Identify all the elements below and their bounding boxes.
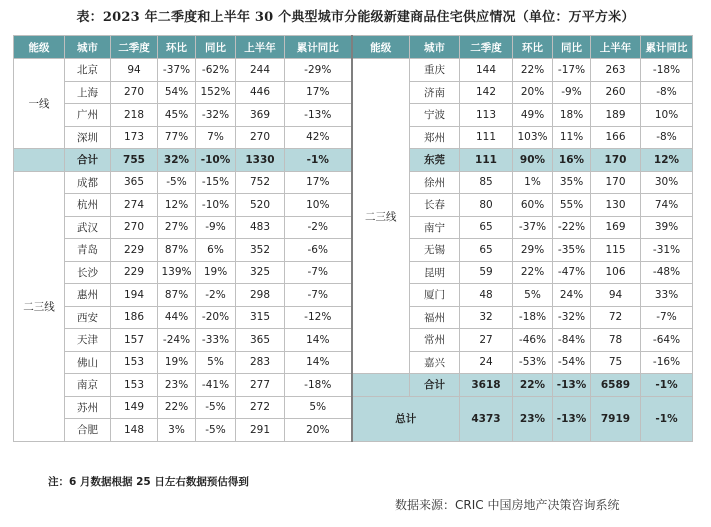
value-cell: 194	[111, 284, 158, 307]
value-cell: -48%	[641, 261, 693, 284]
value-cell: -7%	[285, 284, 352, 307]
value-cell: 39%	[641, 216, 693, 239]
value-cell: 10%	[285, 194, 352, 217]
value-cell: 11%	[553, 126, 591, 149]
city-name: 上海	[65, 81, 111, 104]
value-cell: 244	[236, 59, 285, 82]
value-cell: 22%	[158, 396, 196, 419]
col-header: 同比	[196, 36, 236, 59]
value-cell: 12%	[158, 194, 196, 217]
table-row	[14, 374, 693, 397]
value-cell: 29%	[513, 239, 553, 262]
value-cell: 24	[460, 351, 513, 374]
value-cell: 3618	[460, 374, 513, 397]
table-title: 表：2023 年二季度和上半年 30 个典型城市分能级新建商品住宅供应情况（单位：万平方米）	[76, 10, 635, 25]
value-cell: 59	[460, 261, 513, 284]
value-cell: 755	[111, 149, 158, 172]
value-cell: 152%	[196, 81, 236, 104]
value-cell: -1%	[285, 149, 352, 172]
value-cell: 78	[591, 329, 641, 352]
col-header: 能级	[352, 36, 410, 59]
value-cell: 90%	[513, 149, 553, 172]
value-cell: -35%	[553, 239, 591, 262]
value-cell: 170	[591, 149, 641, 172]
value-cell: 19%	[196, 261, 236, 284]
footnote: 注：6 月数据根据 25 日左右数据预估得到	[48, 476, 249, 488]
value-cell: -84%	[553, 329, 591, 352]
grand-total-value: -13%	[553, 396, 591, 441]
city-name: 西安	[65, 306, 111, 329]
value-cell: 20%	[285, 419, 352, 442]
value-cell: 153	[111, 374, 158, 397]
value-cell: 446	[236, 81, 285, 104]
city-name: 武汉	[65, 216, 111, 239]
value-cell: 35%	[553, 171, 591, 194]
value-cell: -37%	[158, 59, 196, 82]
value-cell: -12%	[285, 306, 352, 329]
city-name: 合肥	[65, 419, 111, 442]
value-cell: -2%	[285, 216, 352, 239]
value-cell: 148	[111, 419, 158, 442]
col-header: 累计同比	[641, 36, 693, 59]
value-cell: 130	[591, 194, 641, 217]
value-cell: 111	[460, 126, 513, 149]
value-cell: 315	[236, 306, 285, 329]
value-cell: 14%	[285, 329, 352, 352]
city-name: 长沙	[65, 261, 111, 284]
value-cell: -17%	[553, 59, 591, 82]
value-cell: 218	[111, 104, 158, 127]
tier-label-empty	[14, 149, 65, 172]
value-cell: 30%	[641, 171, 693, 194]
city-name: 佛山	[65, 351, 111, 374]
value-cell: -6%	[285, 239, 352, 262]
col-header: 能级	[14, 36, 65, 59]
col-header: 累计同比	[285, 36, 352, 59]
value-cell: -18%	[641, 59, 693, 82]
value-cell: 54%	[158, 81, 196, 104]
value-cell: 277	[236, 374, 285, 397]
value-cell: 369	[236, 104, 285, 127]
value-cell: -24%	[158, 329, 196, 352]
value-cell: -41%	[196, 374, 236, 397]
value-cell: 365	[111, 171, 158, 194]
value-cell: -47%	[553, 261, 591, 284]
value-cell: -29%	[285, 59, 352, 82]
tier-label-empty	[352, 374, 410, 397]
value-cell: 33%	[641, 284, 693, 307]
value-cell: 94	[111, 59, 158, 82]
table-row	[14, 59, 693, 82]
col-header: 同比	[553, 36, 591, 59]
value-cell: 153	[111, 351, 158, 374]
value-cell: 18%	[553, 104, 591, 127]
value-cell: 32%	[158, 149, 196, 172]
value-cell: -54%	[553, 351, 591, 374]
value-cell: -9%	[553, 81, 591, 104]
value-cell: 55%	[553, 194, 591, 217]
city-name: 深圳	[65, 126, 111, 149]
table-row	[14, 396, 693, 419]
city-name: 青岛	[65, 239, 111, 262]
value-cell: 5%	[285, 396, 352, 419]
city-name: 广州	[65, 104, 111, 127]
value-cell: 75	[591, 351, 641, 374]
value-cell: 283	[236, 351, 285, 374]
value-cell: 72	[591, 306, 641, 329]
value-cell: 1330	[236, 149, 285, 172]
value-cell: 270	[236, 126, 285, 149]
value-cell: 142	[460, 81, 513, 104]
col-header: 上半年	[591, 36, 641, 59]
value-cell: 365	[236, 329, 285, 352]
value-cell: -7%	[285, 261, 352, 284]
value-cell: 22%	[513, 374, 553, 397]
value-cell: 5%	[196, 351, 236, 374]
value-cell: -18%	[285, 374, 352, 397]
value-cell: -5%	[196, 396, 236, 419]
col-header: 城市	[410, 36, 460, 59]
value-cell: 60%	[513, 194, 553, 217]
value-cell: 87%	[158, 239, 196, 262]
col-header: 二季度	[111, 36, 158, 59]
data-source: 数据来源：CRIC 中国房地产决策咨询系统	[395, 498, 620, 512]
col-header: 二季度	[460, 36, 513, 59]
col-header: 环比	[158, 36, 196, 59]
value-cell: -31%	[641, 239, 693, 262]
value-cell: 106	[591, 261, 641, 284]
value-cell: -53%	[513, 351, 553, 374]
grand-total-label: 总计	[352, 396, 460, 441]
value-cell: -16%	[641, 351, 693, 374]
value-cell: -8%	[641, 126, 693, 149]
city-name: 杭州	[65, 194, 111, 217]
value-cell: 144	[460, 59, 513, 82]
city-name: 昆明	[410, 261, 460, 284]
value-cell: 24%	[553, 284, 591, 307]
value-cell: 483	[236, 216, 285, 239]
city-name: 无锡	[410, 239, 460, 262]
value-cell: 14%	[285, 351, 352, 374]
value-cell: -32%	[196, 104, 236, 127]
value-cell: 45%	[158, 104, 196, 127]
city-name: 南宁	[410, 216, 460, 239]
value-cell: 77%	[158, 126, 196, 149]
value-cell: 173	[111, 126, 158, 149]
value-cell: 85	[460, 171, 513, 194]
value-cell: 74%	[641, 194, 693, 217]
value-cell: 49%	[513, 104, 553, 127]
value-cell: 352	[236, 239, 285, 262]
col-header: 环比	[513, 36, 553, 59]
value-cell: -33%	[196, 329, 236, 352]
city-name: 徐州	[410, 171, 460, 194]
value-cell: -13%	[285, 104, 352, 127]
value-cell: 1%	[513, 171, 553, 194]
value-cell: 65	[460, 216, 513, 239]
value-cell: 17%	[285, 171, 352, 194]
city-name: 东莞	[410, 149, 460, 172]
value-cell: 170	[591, 171, 641, 194]
value-cell: -2%	[196, 284, 236, 307]
value-cell: 16%	[553, 149, 591, 172]
value-cell: -10%	[196, 194, 236, 217]
value-cell: 6589	[591, 374, 641, 397]
grand-total-value: 4373	[460, 396, 513, 441]
value-cell: 291	[236, 419, 285, 442]
value-cell: 48	[460, 284, 513, 307]
col-header: 上半年	[236, 36, 285, 59]
value-cell: -20%	[196, 306, 236, 329]
value-cell: 32	[460, 306, 513, 329]
value-cell: 166	[591, 126, 641, 149]
value-cell: 186	[111, 306, 158, 329]
value-cell: 229	[111, 261, 158, 284]
value-cell: 270	[111, 216, 158, 239]
city-name: 郑州	[410, 126, 460, 149]
value-cell: -32%	[553, 306, 591, 329]
grand-total-value: 23%	[513, 396, 553, 441]
value-cell: -15%	[196, 171, 236, 194]
tier-label: 二三线	[14, 171, 65, 441]
value-cell: -9%	[196, 216, 236, 239]
value-cell: -1%	[641, 374, 693, 397]
value-cell: -10%	[196, 149, 236, 172]
value-cell: -46%	[513, 329, 553, 352]
value-cell: 27	[460, 329, 513, 352]
value-cell: 229	[111, 239, 158, 262]
value-cell: 752	[236, 171, 285, 194]
value-cell: 274	[111, 194, 158, 217]
city-name: 厦门	[410, 284, 460, 307]
value-cell: 94	[591, 284, 641, 307]
value-cell: 189	[591, 104, 641, 127]
city-name: 长春	[410, 194, 460, 217]
city-name: 成都	[65, 171, 111, 194]
value-cell: 157	[111, 329, 158, 352]
city-name: 南京	[65, 374, 111, 397]
value-cell: 520	[236, 194, 285, 217]
city-name: 宁波	[410, 104, 460, 127]
city-name: 福州	[410, 306, 460, 329]
value-cell: -8%	[641, 81, 693, 104]
value-cell: 17%	[285, 81, 352, 104]
value-cell: -7%	[641, 306, 693, 329]
value-cell: 12%	[641, 149, 693, 172]
supply-table	[13, 35, 693, 442]
value-cell: 325	[236, 261, 285, 284]
value-cell: 80	[460, 194, 513, 217]
value-cell: -22%	[553, 216, 591, 239]
city-name: 嘉兴	[410, 351, 460, 374]
city-name: 惠州	[65, 284, 111, 307]
grand-total-value: 7919	[591, 396, 641, 441]
value-cell: 5%	[513, 284, 553, 307]
value-cell: 149	[111, 396, 158, 419]
value-cell: 65	[460, 239, 513, 262]
value-cell: 272	[236, 396, 285, 419]
value-cell: 44%	[158, 306, 196, 329]
value-cell: 27%	[158, 216, 196, 239]
city-name: 北京	[65, 59, 111, 82]
city-name: 济南	[410, 81, 460, 104]
value-cell: 270	[111, 81, 158, 104]
value-cell: 263	[591, 59, 641, 82]
value-cell: 139%	[158, 261, 196, 284]
value-cell: 6%	[196, 239, 236, 262]
value-cell: 42%	[285, 126, 352, 149]
value-cell: 87%	[158, 284, 196, 307]
value-cell: -64%	[641, 329, 693, 352]
value-cell: -18%	[513, 306, 553, 329]
city-name: 重庆	[410, 59, 460, 82]
value-cell: 23%	[158, 374, 196, 397]
value-cell: 3%	[158, 419, 196, 442]
city-name: 常州	[410, 329, 460, 352]
header-row	[14, 36, 693, 59]
value-cell: -5%	[196, 419, 236, 442]
value-cell: 20%	[513, 81, 553, 104]
city-name: 天津	[65, 329, 111, 352]
value-cell: -5%	[158, 171, 196, 194]
grand-total-value: -1%	[641, 396, 693, 441]
value-cell: 298	[236, 284, 285, 307]
value-cell: 22%	[513, 59, 553, 82]
value-cell: -37%	[513, 216, 553, 239]
value-cell: -13%	[553, 374, 591, 397]
value-cell: 10%	[641, 104, 693, 127]
value-cell: 115	[591, 239, 641, 262]
value-cell: 7%	[196, 126, 236, 149]
city-name: 合计	[65, 149, 111, 172]
city-name: 苏州	[65, 396, 111, 419]
tier-label: 一线	[14, 59, 65, 149]
value-cell: 169	[591, 216, 641, 239]
col-header: 城市	[65, 36, 111, 59]
value-cell: 113	[460, 104, 513, 127]
tier-label: 二三线	[352, 59, 410, 374]
value-cell: 19%	[158, 351, 196, 374]
city-name: 合计	[410, 374, 460, 397]
value-cell: 260	[591, 81, 641, 104]
value-cell: -62%	[196, 59, 236, 82]
value-cell: 22%	[513, 261, 553, 284]
value-cell: 111	[460, 149, 513, 172]
value-cell: 103%	[513, 126, 553, 149]
